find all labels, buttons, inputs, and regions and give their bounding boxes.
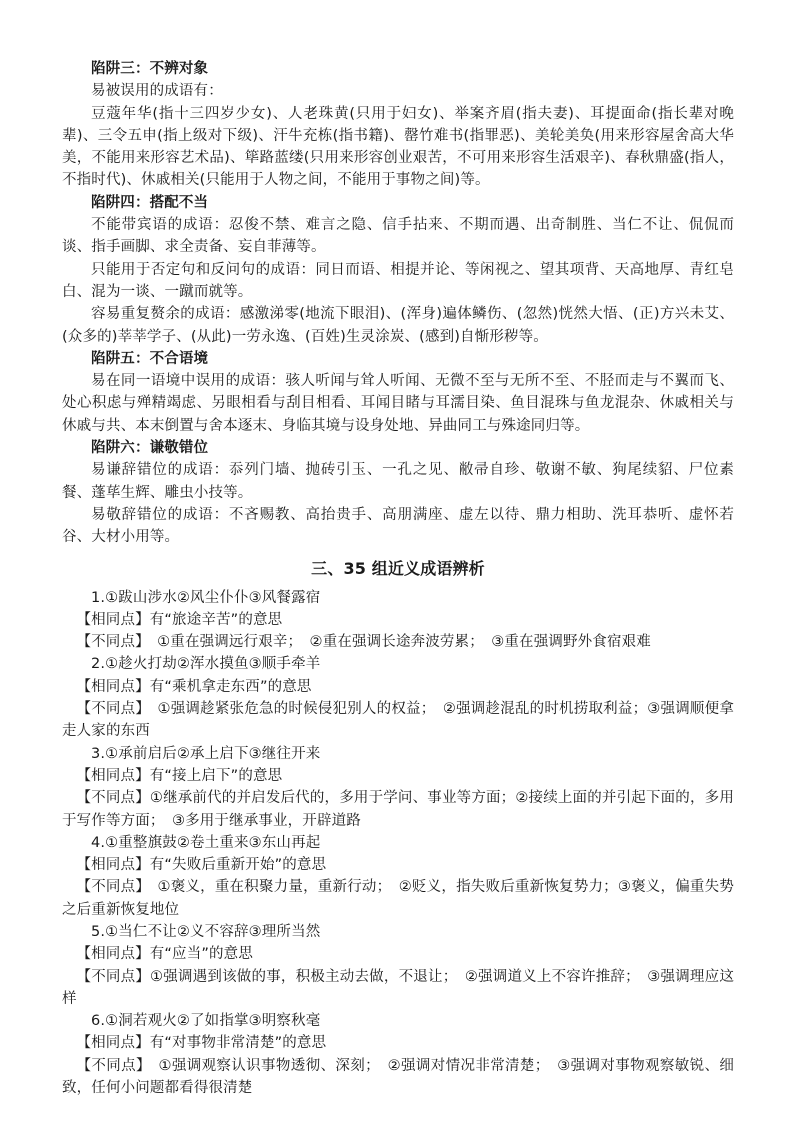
idiom-group-diff: 【不同点】 ①强调趁紧张危急的时候侵犯别人的权益； ②强调趁混乱的时机捞取利益；③强调顺便拿走人家的东西 [62, 701, 734, 740]
idiom-group-diff: 【不同点】①继承前代的并启发后代的，多用于学问、事业等方面；②接续上面的并引起下面的，多用于写作等方面； ③多用于继承事业，开辟道路 [62, 790, 734, 829]
document-page [62, 58, 734, 1099]
idiom-group-title: 4.①重整旗鼓②卷土重来③东山再起 [91, 834, 321, 851]
idiom-group-title: 3.①承前启后②承上启下③继往开来 [91, 745, 321, 762]
trap3-heading: 陷阱三：不辨对象 [91, 61, 209, 77]
idiom-group-diff: 【不同点】 ①褒义，重在积聚力量，重新行动； ②贬义，指失败后重新恢复势力；③褒义，偏重失势之后重新恢复地位 [62, 879, 734, 918]
idiom-group [62, 1010, 734, 1099]
idiom-group-diff: 【不同点】①强调遇到该做的事，积极主动去做，不退让； ②强调道义上不容许推辞； ③强调理应这样 [62, 968, 734, 1007]
trap4-paragraph-3: 容易重复赘余的成语：感激涕零(地流下眼泪)、(浑身)遍体鳞伤、(忽然)恍然大悟、(正)方兴未艾、(众多的)莘莘学子、(从此)一劳永逸、(百姓)生灵涂炭、(感到)自惭形秽等。 [62, 306, 734, 345]
idiom-group [62, 921, 734, 1010]
idiom-group-same: 【相同点】有“乘机拿走东西”的意思 [76, 678, 312, 695]
idiom-group [62, 832, 734, 921]
idiom-group-same: 【相同点】有“旅途辛苦”的意思 [76, 611, 283, 628]
idiom-group-title: 5.①当仁不让②义不容辞③理所当然 [91, 923, 321, 940]
idiom-group-title: 6.①洞若观火②了如指掌③明察秋毫 [91, 1013, 321, 1030]
trap4-heading: 陷阱四：搭配不当 [91, 194, 209, 211]
idiom-group [62, 653, 734, 742]
trap4-paragraph-1: 不能带宾语的成语：忍俊不禁、难言之隐、信手拈来、不期而遇、出奇制胜、当仁不让、侃侃而谈、指手画脚、求全责备、妄自菲薄等。 [62, 217, 734, 256]
idiom-group-same: 【相同点】有“对事物非常清楚”的意思 [76, 1035, 327, 1052]
trap6-paragraph-1: 易谦辞错位的成语：忝列门墙、抛砖引玉、一孔之见、敝帚自珍、敬谢不敏、狗尾续貂、尸位素餐、蓬荜生辉、雕虫小技等。 [62, 462, 734, 501]
trap6-heading: 陷阱六：谦敬错位 [91, 440, 209, 457]
trap5-body: 易在同一语境中误用的成语：骇人听闻与耸人听闻、无微不至与无所不至、不胫而走与不翼而飞、处心积虑与殚精竭虑、另眼相看与刮目相看、耳闻目睹与耳濡目染、鱼目混珠与鱼龙混杂、休戚相关与休戚与共、本末倒置与舍本逐末、身临其境与设身处地、异曲同工与殊途同归等。 [62, 373, 734, 434]
idiom-group-same: 【相同点】有“失败后重新开始”的意思 [76, 857, 327, 874]
trap4-paragraph-2: 只能用于否定句和反问句的成语：同日而语、相提并论、等闲视之、望其项背、天高地厚、青红皂白、混为一谈、一蹴而就等。 [62, 261, 734, 300]
trap5-heading: 陷阱五：不合语境 [91, 350, 209, 367]
idiom-group-title: 2.①趁火打劫②浑水摸鱼③顺手牵羊 [91, 656, 321, 673]
section-title: 三、35 组近义成语辨析 [311, 558, 485, 578]
idiom-group-same: 【相同点】有“应当”的意思 [76, 946, 253, 963]
idiom-group [62, 587, 734, 654]
trap6-paragraph-2: 易敬辞错位的成语：不吝赐教、高抬贵手、高朋满座、虚左以待、鼎力相助、洗耳恭听、虚怀若谷、大材小用等。 [62, 506, 734, 546]
idiom-group [62, 743, 734, 832]
idiom-group-title: 1.①跋山涉水②风尘仆仆③风餐露宿 [91, 589, 321, 606]
idiom-group-diff: 【不同点】 ①重在强调远行艰辛； ②重在强调长途奔波劳累； ③重在强调野外食宿艰难 [76, 634, 651, 651]
trap3-intro: 易被误用的成语有： [91, 83, 223, 100]
trap3-body: 豆蔻年华(指十三四岁少女)、人老珠黄(只用于妇女)、举案齐眉(指夫妻)、耳提面命(指长辈对晚辈)、三令五申(指上级对下级)、汗牛充栋(指书籍)、罄竹难书(指罪恶)、美轮美奂(用来形容屋舍高大华美，不能用来形容艺术品)、筚路蓝缕(只用来形容创业艰苦，不可用来形容生活艰辛)、春秋鼎盛(指人，不指时代)、休戚相关(只能用于人物之间，不能用于事物之间)等。 [62, 105, 734, 189]
idiom-group-diff: 【不同点】 ①强调观察认识事物透彻、深刻； ②强调对情况非常清楚； ③强调对事物观察敏锐、细致，任何小问题都看得很清楚 [62, 1057, 734, 1097]
idiom-group-same: 【相同点】有“接上启下”的意思 [76, 767, 283, 784]
